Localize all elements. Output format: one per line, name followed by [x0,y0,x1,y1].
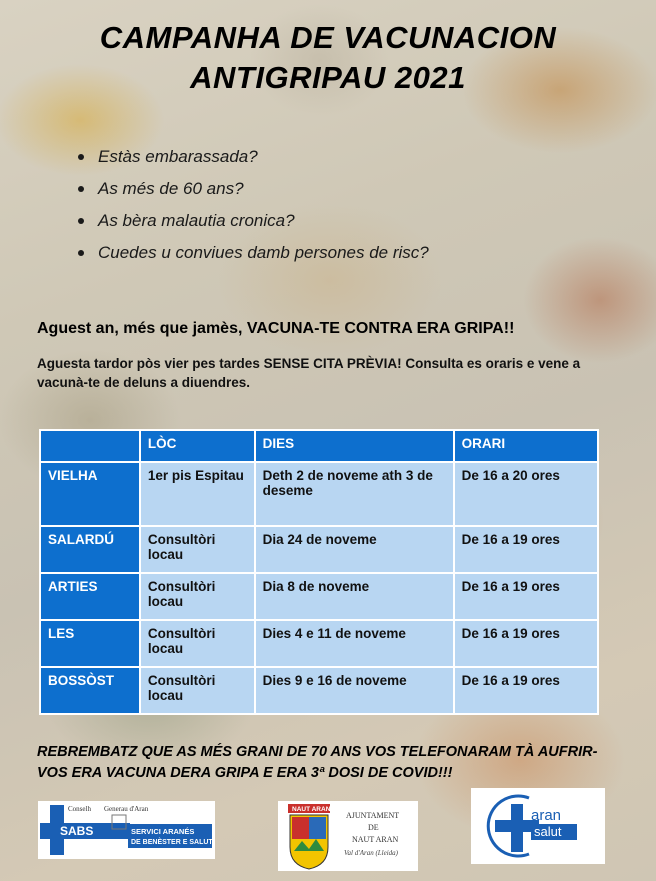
hours-cell: De 16 a 20 ores [454,462,598,526]
aran-word: aran [531,807,562,824]
town-cell: SALARDÚ [40,526,140,573]
page-title [0,18,656,98]
town-cell: VIELHA [40,462,140,526]
header-place: LÒC [140,430,255,462]
town-cell: ARTIES [40,573,140,620]
header-town [40,430,140,462]
days-cell: Dia 24 de noveme [255,526,454,573]
days-cell: Dia 8 de noveme [255,573,454,620]
naut-line4: Val d'Aran (Lleida) [344,849,398,857]
subtext: Aguesta tardor pòs vier pes tardes SENSE CITA PRÈVIA! Consulta es oraris e vene a vacunà-te de deluns a diuendres. [37,356,581,390]
table-row [40,526,598,573]
salut-word: salut [534,824,562,839]
place-cell: Consultòri locau [140,667,255,714]
aran-salut-logo-graphic [471,788,605,864]
table-header-row [40,430,598,462]
table-row [40,573,598,620]
hours-cell: De 16 a 19 ores [454,526,598,573]
days-cell: Dies 4 e 11 de noveme [255,620,454,667]
place-cell: 1er pis Espitau [140,462,255,526]
naut-aran-logo [278,801,418,871]
place-cell: Consultòri locau [140,620,255,667]
days-cell: Deth 2 de noveme ath 3 de deseme [255,462,454,526]
table-row [40,667,598,714]
sabs-line1: SERVICI ARANÉS [131,827,195,836]
town-cell: BOSSÒST [40,667,140,714]
bullet-icon [78,154,84,160]
list-item: As més de 60 ans? [76,178,429,210]
sabs-top-left: Conselh [68,805,91,813]
list-item: Cuedes u conviues damb persones de risc? [76,242,429,274]
sabs-top-right: Generau d'Aran [104,805,149,813]
bullet-icon [78,250,84,256]
naut-line3: NAUT ARAN [352,835,399,844]
hours-cell: De 16 a 19 ores [454,620,598,667]
headline: Aguest an, més que jamès, VACUNA-TE CONTRA ERA GRIPA!! [37,320,515,337]
place-cell: Consultòri locau [140,526,255,573]
sabs-line2: DE BENÈSTER E SALUT [131,839,213,846]
naut-line1: AJUNTAMENT [346,811,400,820]
naut-aran-logo-graphic [278,801,418,871]
list-item: As bèra malautia cronica? [76,210,429,242]
sabs-acronym: SABS [60,824,94,838]
title-line-1: CAMPANHA DE VACUNACION [99,20,557,55]
header-hours: ORARI [454,430,598,462]
schedule-table [39,429,599,715]
table-row [40,620,598,667]
place-cell: Consultòri locau [140,573,255,620]
bullet-icon [78,218,84,224]
bullet-icon [78,186,84,192]
table-row [40,462,598,526]
naut-banner-text: NAUT ARAN [292,806,331,813]
sabs-logo [38,801,215,859]
naut-line2: DE [368,823,379,832]
header-days: DIES [255,430,454,462]
sabs-logo-graphic [38,801,215,859]
days-cell: Dies 9 e 16 de noveme [255,667,454,714]
title-line-2: ANTIGRIPAU 2021 [190,60,466,95]
aran-salut-logo [471,788,605,864]
list-item: Estàs embarassada? [76,146,429,178]
reminder-text: REBREMBATZ QUE AS MÉS GRANI DE 70 ANS VOS TELEFONARAM TÀ AUFRIR-VOS ERA VACUNA DERA GRIPA E ERA 3ª DOSI DE COVID!!! [37,744,598,781]
question-list [76,146,429,274]
town-cell: LES [40,620,140,667]
hours-cell: De 16 a 19 ores [454,667,598,714]
hours-cell: De 16 a 19 ores [454,573,598,620]
